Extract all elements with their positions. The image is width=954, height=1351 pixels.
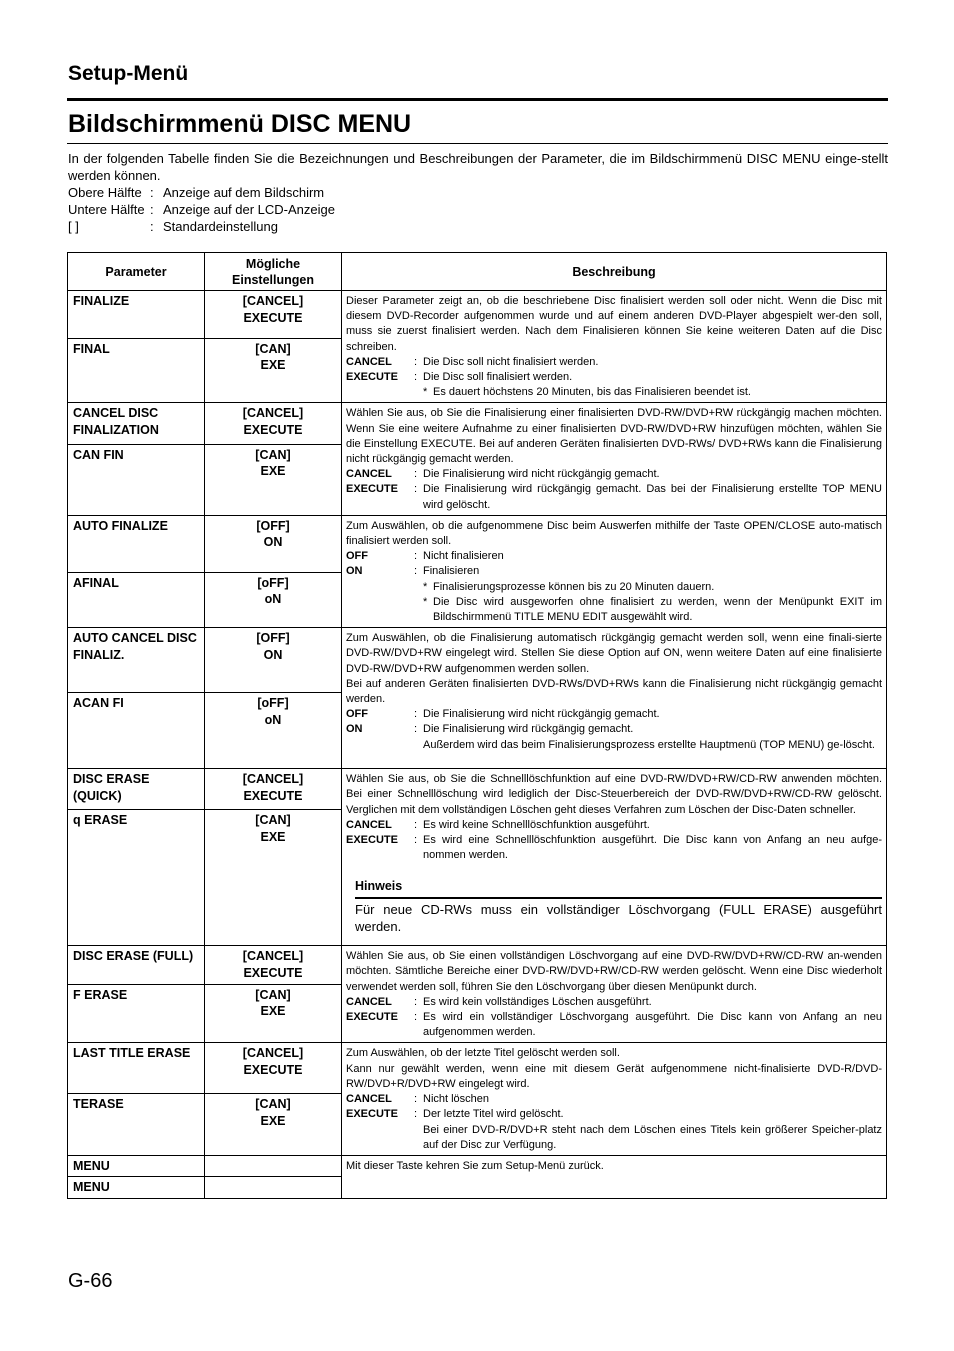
option-key: EXECUTE	[346, 834, 398, 847]
legend-key: Untere Hälfte	[68, 202, 145, 217]
legend-value: Anzeige auf der LCD-Anzeige	[163, 202, 335, 217]
page-title: Bildschirmmenü DISC MENU	[68, 110, 412, 138]
legend-colon: :	[150, 185, 154, 200]
option-row: CANCEL : Nicht löschen	[346, 1092, 882, 1107]
desc-text: Zum Auswählen, ob die Finalisierung automatisch rückgängig gemacht werden soll, wenn eine finali-sierte DVD-RW/DVD+RW eingelegt wird. Stellen Sie diese Option auf ON, wenn weitere Daten auf eine finalisierte DVD-RW/DVD+RW aufgenommen werden sollen.	[346, 632, 882, 675]
option-row: EXECUTE : Die Finalisierung wird rückgängig gemacht. Das bei der Finalisierung erstellte TOP MENU wird gelöscht.	[346, 482, 882, 512]
desc-text: Dieser Parameter zeigt an, ob die beschriebene Disc finalisiert werden soll oder nicht. Wenn die Disc mit diesem DVD-Recorder aufgenommen wurde und auf einem anderen DVD-Player abgespielt wer-den soll, muss sie zuerst finalisiert werden. Nach dem Finalisieren können Sie keine weiteren Daten auf die Disc schreiben.	[346, 295, 882, 353]
settings-lcd	[205, 1177, 342, 1199]
option-value: Die Finalisierung wird nicht rückgängig gemacht.	[423, 708, 660, 721]
option-row: EXECUTE : Der letzte Titel wird gelöscht.	[346, 1107, 882, 1122]
option-value: Nicht löschen	[423, 1093, 490, 1106]
param-screen: AUTO CANCEL DISC FINALIZ.	[68, 628, 205, 693]
param-lcd: MENU	[68, 1177, 205, 1199]
section-title: Setup-Menü	[68, 62, 189, 85]
option-value: Es wird keine Schnelllöschfunktion ausgeführt.	[423, 818, 650, 831]
option-row: EXECUTE : Es wird ein vollständiger Löschvorgang ausgeführt. Die Disc kann von Anfang an neu aufgenommen werden.	[346, 1010, 882, 1040]
settings-screen: [CANCEL] EXECUTE	[205, 1043, 342, 1094]
page-number: G-66	[68, 1270, 113, 1292]
option-row: EXECUTE : Die Disc soll finalisiert werden.	[346, 370, 882, 385]
option-key: ON	[346, 723, 363, 736]
description-cell	[342, 291, 887, 403]
legend-row	[68, 218, 468, 235]
desc-text: Wählen Sie aus, ob Sie einen vollständigen Löschvorgang auf eine DVD-RW/DVD+RW/CD-RW an-wenden möchten. Sämtliche Bereiche einer DVD-RW/DVD+RW/CD-RW werden gelöscht. Wenn eine Disc wiederholt verwendet werden soll, führen Sie den Löschvorgang über diesen Menüpunkt durch.	[346, 950, 882, 993]
header-rule	[67, 98, 888, 101]
table-body	[68, 291, 887, 1199]
option-key: CANCEL	[346, 355, 392, 368]
option-key: EXECUTE	[346, 483, 398, 496]
description-cell	[342, 946, 887, 1043]
option-value: Es wird ein vollständiger Löschvorgang ausgeführt. Die Disc kann von Anfang an neu aufgenommen werden.	[423, 1011, 882, 1039]
option-value: Der letzte Titel wird gelöscht.	[423, 1108, 564, 1121]
param-lcd: FINAL	[68, 338, 205, 403]
settings-screen: [OFF] ON	[205, 628, 342, 693]
option-row: OFF : Die Finalisierung wird nicht rückgängig gemacht.	[346, 707, 882, 722]
header-parameter: Parameter	[68, 253, 205, 291]
param-screen: MENU	[68, 1155, 205, 1177]
option-row: CANCEL : Es wird keine Schnelllöschfunktion ausgeführt.	[346, 818, 882, 833]
option-key: CANCEL	[346, 818, 392, 831]
legend-value: Anzeige auf dem Bildschirm	[163, 185, 325, 200]
option-key: CANCEL	[346, 1093, 392, 1106]
param-lcd: TERASE	[68, 1094, 205, 1156]
option-value: Die Finalisierung wird rückgängig gemacht. Das bei der Finalisierung erstellte TOP MENU wird gelöscht.	[423, 483, 882, 511]
intro-paragraph: In der folgenden Tabelle finden Sie die Bezeichnungen und Beschreibungen der Parameter, die im Bildschirmmenü DISC MENU einge-stellt werden können.	[68, 151, 888, 183]
legend	[68, 184, 468, 235]
settings-lcd: [oFF] oN	[205, 572, 342, 628]
param-screen: LAST TITLE ERASE	[68, 1043, 205, 1094]
desc-text: Wählen Sie aus, ob Sie die Schnelllöschfunktion auf eine DVD-RW/DVD+RW/CD-RW anwenden möchten. Bei einer Schnelllöschung wird lediglich der Disc-Steuerbereich der DVD-RW/DVD+RW/CD-RW gelöscht. Verglichen mit dem vollständigen Löschen geht dieses Verfahren zum Löschen der Disc-Daten schneller.	[346, 773, 882, 816]
desc-text: Zum Auswählen, ob die aufgenommene Disc beim Auswerfen mithilfe der Taste OPEN/CLOSE auto-matisch finalisiert werden soll.	[346, 519, 882, 548]
param-lcd: F ERASE	[68, 984, 205, 1043]
settings-lcd: [CAN] EXE	[205, 338, 342, 403]
settings-lcd: [CAN] EXE	[205, 444, 342, 515]
desc-text: Mit dieser Taste kehren Sie zum Setup-Menü zurück.	[346, 1159, 604, 1172]
option-row: CANCEL : Es wird kein vollständiges Löschen ausgeführt.	[346, 995, 882, 1010]
legend-colon: :	[150, 202, 154, 217]
desc-text: Zum Auswählen, ob der letzte Titel gelöscht werden soll.	[346, 1047, 620, 1060]
settings-screen: [CANCEL] EXECUTE	[205, 946, 342, 984]
settings-screen: [CANCEL] EXECUTE	[205, 769, 342, 810]
option-value: Es wird eine Schnelllöschfunktion ausgeführt. Die Disc kann von Anfang an neu aufge-nommen werden.	[423, 834, 882, 862]
option-key: OFF	[346, 550, 368, 563]
option-row: CANCEL : Die Finalisierung wird nicht rückgängig gemacht.	[346, 467, 882, 482]
param-lcd: AFINAL	[68, 572, 205, 628]
option-row: ON : Finalisieren	[346, 564, 882, 579]
settings-screen	[205, 1155, 342, 1177]
option-note: Außerdem wird das beim Finalisierungsprozess erstellte Hauptmenü (TOP MENU) ge-löscht.	[423, 738, 875, 751]
param-screen: DISC ERASE (FULL)	[68, 946, 205, 984]
table-row	[68, 946, 887, 984]
table-row	[68, 628, 887, 693]
header-description: Beschreibung	[342, 253, 887, 291]
table-row	[68, 1043, 887, 1094]
settings-screen: [CANCEL] EXECUTE	[205, 403, 342, 445]
option-key: EXECUTE	[346, 1011, 398, 1024]
legend-row	[68, 201, 468, 218]
settings-lcd: [CAN] EXE	[205, 1094, 342, 1156]
param-screen: FINALIZE	[68, 291, 205, 339]
legend-row	[68, 184, 468, 201]
legend-colon: :	[150, 219, 154, 234]
option-row: EXECUTE : Es wird eine Schnelllöschfunktion ausgeführt. Die Disc kann von Anfang an neu aufge-nommen werden.	[346, 833, 882, 863]
description-cell	[342, 1043, 887, 1155]
option-value: Die Finalisierung wird rückgängig gemacht.	[423, 723, 634, 736]
settings-screen: [CANCEL] EXECUTE	[205, 291, 342, 339]
title-rule	[67, 143, 888, 144]
option-value: Die Finalisierung wird nicht rückgängig gemacht.	[423, 468, 660, 481]
option-value: Die Disc soll nicht finalisiert werden.	[423, 355, 599, 368]
param-screen: CANCEL DISC FINALIZATION	[68, 403, 205, 445]
param-lcd: ACAN FI	[68, 693, 205, 769]
description-cell	[342, 515, 887, 627]
option-key: CANCEL	[346, 468, 392, 481]
option-key: EXECUTE	[346, 1108, 398, 1121]
table-row	[68, 291, 887, 339]
option-key: OFF	[346, 708, 368, 721]
option-key: ON	[346, 565, 363, 578]
settings-lcd: [CAN] EXE	[205, 984, 342, 1043]
desc-text: Wählen Sie aus, ob Sie die Finalisierung einer finalisierten DVD-RW/DVD+RW rückgängig machen möchten. Wenn Sie eine weitere Aufnahme zu einer finalisierten DVD-RW/DVD+RW hinzufügen möchten, wählen Sie die Einstellung EXECUTE. Bei auf anderen Geräten finalisierten DVD-RWs/ DVD+RWs kann die Finalisierung nicht rückgängig gemacht werden.	[346, 407, 882, 466]
param-screen: DISC ERASE (QUICK)	[68, 769, 205, 810]
parameter-table	[67, 252, 887, 1199]
param-lcd: q ERASE	[68, 810, 205, 946]
description-cell	[342, 1155, 887, 1198]
table-row	[68, 515, 887, 572]
legend-value: Standardeinstellung	[163, 219, 278, 234]
settings-lcd: [oFF] oN	[205, 693, 342, 769]
param-screen: AUTO FINALIZE	[68, 515, 205, 572]
legend-key: [ ]	[68, 219, 79, 234]
option-row: CANCEL : Die Disc soll nicht finalisiert werden.	[346, 355, 882, 370]
settings-lcd: [CAN] EXE	[205, 810, 342, 946]
table-row	[68, 769, 887, 810]
option-value: Es wird kein vollständiges Löschen ausgeführt.	[423, 995, 652, 1008]
desc-text: Bei auf anderen Geräten finalisierten DVD-RWs/DVD+RWs kann die Finalisierung nicht rückgängig gemacht werden.	[346, 677, 882, 706]
option-note: Bei einer DVD-R/DVD+R steht nach dem Löschen eines Titels kein größerer Speicher-platz auf der Disc zur Verfügung.	[423, 1123, 882, 1151]
table-row	[68, 403, 887, 445]
option-value: Nicht finalisieren	[423, 550, 504, 563]
description-cell	[342, 628, 887, 769]
header-settings: Mögliche Einstellungen	[205, 253, 342, 291]
hint-text: Für neue CD-RWs muss ein vollständiger Löschvorgang (FULL ERASE) ausgeführt werden.	[355, 902, 882, 935]
description-cell	[342, 403, 887, 515]
option-key: EXECUTE	[346, 371, 398, 384]
option-value: Die Disc soll finalisiert werden.	[423, 371, 573, 384]
option-row: ON : Die Finalisierung wird rückgängig gemacht.	[346, 722, 882, 737]
footnote: * Es dauert höchstens 20 Minuten, bis das Finalisieren beendet ist.	[423, 386, 751, 399]
table-header-row	[68, 253, 887, 291]
option-value: Finalisieren	[423, 565, 480, 578]
description-cell	[342, 769, 887, 946]
footnote: * Die Disc wird ausgeworfen ohne finalisiert zu werden, wenn der Menüpunkt EXIT im Bildschirmmenü TITLE MENU EDIT ausgewählt wird.	[423, 595, 882, 624]
option-row: OFF : Nicht finalisieren	[346, 549, 882, 564]
param-lcd: CAN FIN	[68, 444, 205, 515]
settings-screen: [OFF] ON	[205, 515, 342, 572]
table-row	[68, 1155, 887, 1177]
desc-text: Kann nur gewählt werden, wenn eine mit diesem Gerät aufgenommene nicht-finalisierte DVD-R/DVD-RW/DVD+R/DVD+RW eingelegt wird.	[346, 1062, 882, 1090]
legend-key: Obere Hälfte	[68, 185, 142, 200]
footnote: * Finalisierungsprozesse können bis zu 20 Minuten dauern.	[423, 580, 715, 593]
hint-title: Hinweis	[355, 877, 882, 899]
option-key: CANCEL	[346, 995, 392, 1008]
hint-box	[355, 877, 882, 935]
